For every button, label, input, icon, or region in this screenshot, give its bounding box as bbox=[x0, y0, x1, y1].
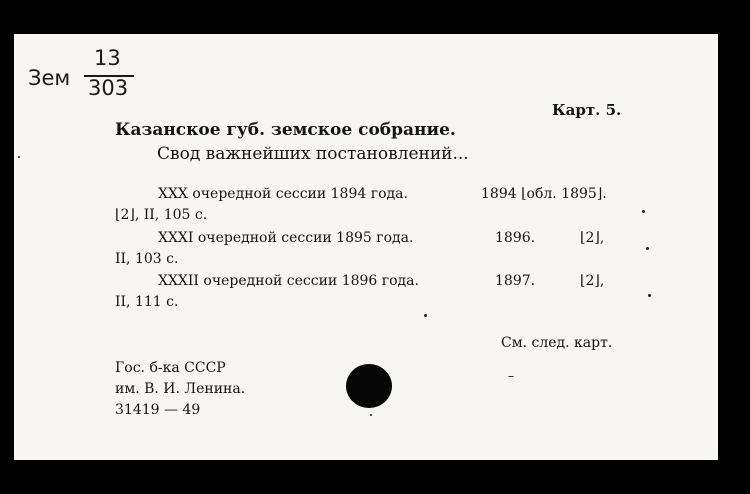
handwritten-shelfmark-bottom: 303 bbox=[88, 76, 129, 100]
entry-volumes: ⌊2⌋, bbox=[580, 273, 605, 289]
ink-speck bbox=[18, 156, 20, 158]
entry-session: XXXI очередной сессии 1895 года. bbox=[158, 230, 414, 246]
entry-session: XXX очередной сессии 1894 года. bbox=[158, 186, 408, 202]
entry-continuation: II, 103 с. bbox=[115, 251, 179, 267]
ink-speck bbox=[648, 294, 651, 297]
ink-speck bbox=[370, 414, 372, 416]
entry-continuation: II, 111 с. bbox=[115, 294, 179, 310]
entry-year: 1894 ⌊обл. 1895⌋. bbox=[481, 186, 607, 202]
handwritten-shelfmark-prefix: Зем bbox=[28, 66, 71, 90]
entry-year: 1896. bbox=[495, 230, 536, 246]
card-subtitle: Свод важнейших постановлений... bbox=[157, 144, 469, 164]
see-next-card-note: См. след. карт. bbox=[501, 335, 613, 351]
ink-speck bbox=[642, 210, 645, 213]
handwritten-shelfmark-top: 13 bbox=[94, 46, 121, 70]
entry-continuation: ⌊2⌋, II, 105 с. bbox=[115, 207, 208, 223]
card-heading: Казанское губ. земское собрание. bbox=[115, 120, 456, 140]
punch-hole bbox=[346, 364, 392, 408]
entry-year: 1897. bbox=[495, 273, 536, 289]
library-stamp-line: им. В. И. Ленина. bbox=[115, 381, 246, 397]
card-number: Карт. 5. bbox=[552, 101, 622, 119]
entry-volumes: ⌊2⌋, bbox=[580, 230, 605, 246]
ink-speck bbox=[508, 376, 514, 377]
library-stamp-number: 31419 — 49 bbox=[115, 402, 201, 418]
ink-speck bbox=[424, 314, 427, 317]
ink-speck bbox=[646, 247, 649, 250]
catalog-card bbox=[14, 34, 718, 460]
library-stamp-line: Гос. б-ка СССР bbox=[115, 360, 226, 376]
entry-session: XXXII очередной сессии 1896 года. bbox=[158, 273, 419, 289]
